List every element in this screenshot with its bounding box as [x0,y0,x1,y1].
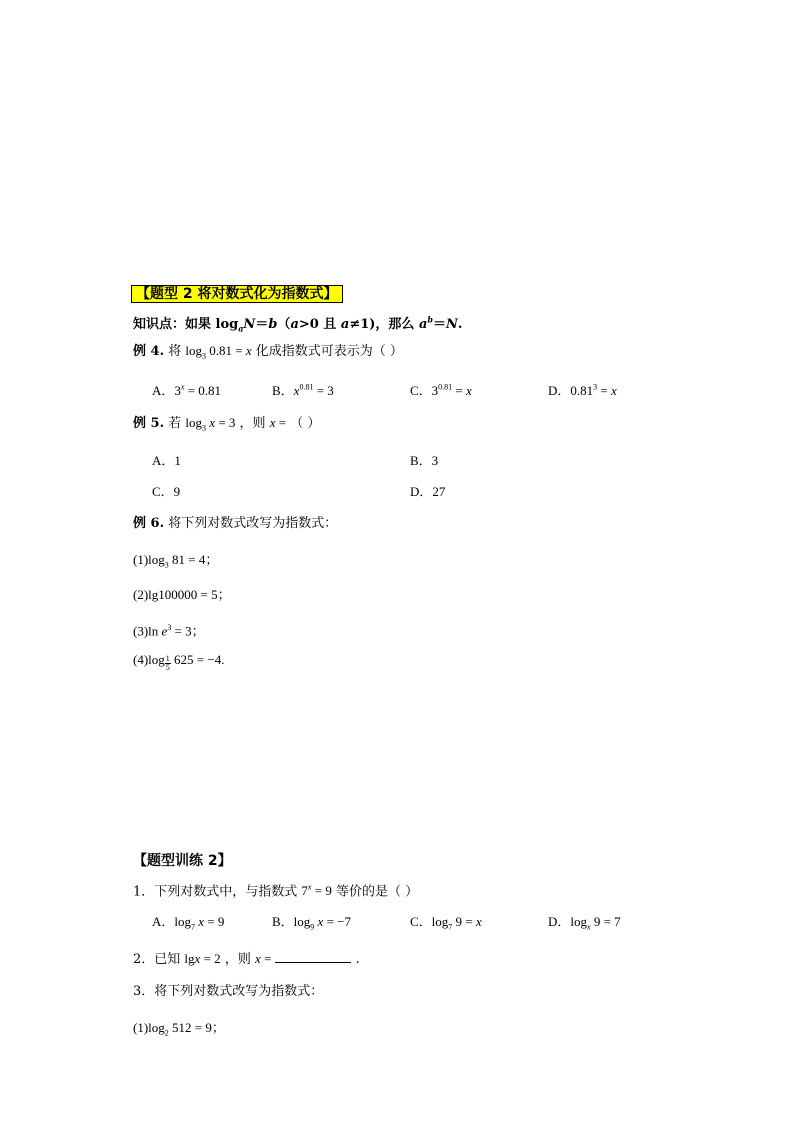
option-c[interactable]: C．9 [152,484,181,499]
example-text: 将 [168,344,182,359]
question-text: . [355,952,360,967]
question-text: 等价的是（ ） [335,884,419,900]
answer-blank[interactable] [275,950,351,963]
option-b[interactable]: B．3 [410,453,439,468]
math-expr: lgx = 2 [184,951,221,966]
example-text: 化成指数式可表示为（ ） [255,344,403,359]
knowledge-point [133,311,462,338]
list-item: (2)lg100000 = 5； [133,587,231,602]
math-expr: x = [254,951,272,966]
example-5 [133,414,320,438]
list-item: $(1)\log_2$ 512 = 9； [133,1020,225,1038]
question-1 [133,879,418,901]
example-6 [133,515,337,533]
example-text: 若 [168,416,182,431]
option-a[interactable]: A．$\log_7 x = 9$ [152,914,225,932]
example-label: 例 4. [133,344,165,359]
option-a[interactable]: A．1 [152,453,181,468]
list-item: (3)ln $e^3 = 3$； [133,623,205,639]
question-text: 1．下列对数式中，与指数式 [133,884,298,900]
example-text: （ ） [290,416,321,431]
training-title: 【题型训练 2】 [133,853,232,869]
example-label: 例 5. [133,416,165,431]
question-text: ，则 [224,952,251,967]
option-d[interactable]: D．$\log_x 9 = 7$ [548,914,621,932]
math-expr: $\log_3 x = 3$ [185,415,236,433]
math-expr: $7^x = 9$ [301,883,332,899]
question-text: 2．已知 [133,952,181,967]
example-4 [133,342,403,366]
math-expr: x = [269,415,287,430]
fraction: $\frac{1}{5}$ [165,654,170,672]
example-text: 将下列对数式改写为指数式： [168,516,338,531]
example-label: 例 6. [133,516,165,531]
list-item: $(1)\log_3$ 81 = 4； [133,552,219,570]
math-expr: $\log_3 0.81 = x$ [185,343,252,361]
question-3: 3．将下列对数式改写为指数式： [133,984,324,999]
option-c[interactable]: C．$\log_7 9 = x$ [410,914,482,932]
option-d[interactable]: D．$0.81^3 = x$ [548,383,617,399]
list-item: (4)log $\frac{1}{5}$ 625 = −4. [133,652,225,672]
option-d[interactable]: D．27 [410,484,446,499]
option-b[interactable]: B．$\log_9 x = -7$ [272,914,351,932]
section-title: 【题型 2 将对数式化为指数式】 [131,285,343,303]
knowledge-rendered: 知识点：如果 $\log_aN=b(a>0$ 且 a≠1)，那么 $a^b=N$. [133,315,463,334]
option-b[interactable]: B．$x^{0.81} = 3$ [272,383,334,399]
section-heading [131,285,343,304]
option-a[interactable]: A．$3^x = 0.81$ [152,383,222,399]
question-2 [133,950,360,969]
option-c[interactable]: C．$3^{0.81} = x$ [410,383,472,399]
example-text: ，则 [239,416,266,431]
